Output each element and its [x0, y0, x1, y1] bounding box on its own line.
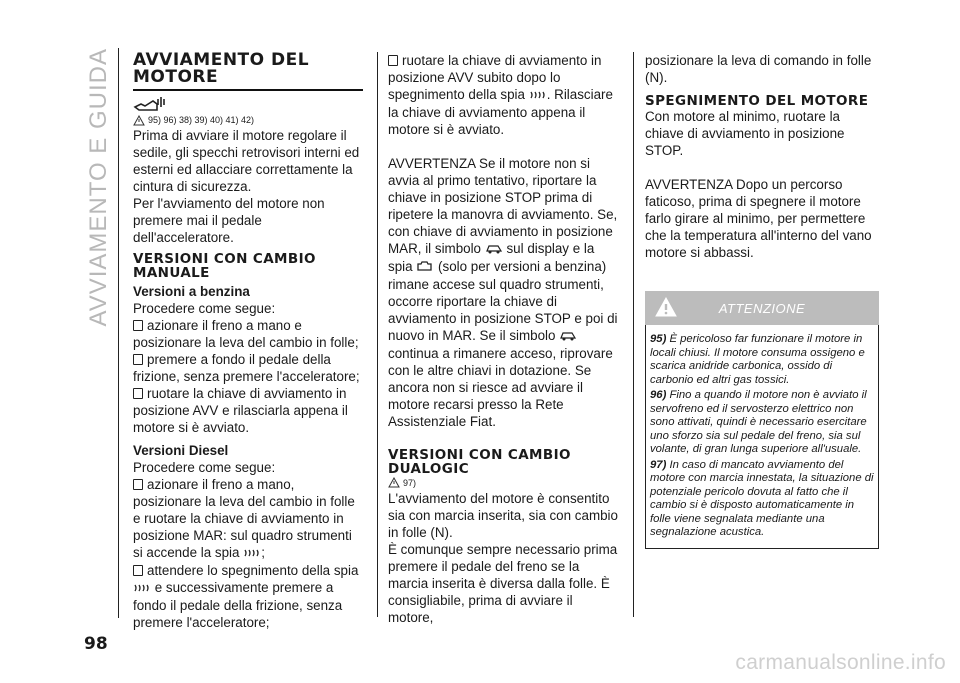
side-section-title: AVVIAMENTO E GUIDA	[85, 48, 112, 327]
warning-icon	[388, 477, 400, 488]
column-2	[388, 52, 618, 626]
list-item: 97) In caso di mancato avviamento del motore con marcia innestata, la situazione di potenziale pericolo dovuta al fatto che il cambio si è disposto automaticamente in folle viene segnalata mediante una segnalazione acustica.	[650, 458, 874, 538]
column-divider	[377, 52, 378, 617]
engine-icon	[416, 259, 434, 276]
dualogic-text-1: L'avviamento del motore è consentito sia con marcia inserita, sia con cambio in folle (N).	[388, 490, 618, 540]
warning-icon	[133, 115, 145, 126]
glow-plug-icon	[243, 545, 261, 562]
column-divider	[633, 52, 634, 617]
subsection-benzina: Versioni a benzina	[133, 284, 250, 299]
list-item: ruotare la chiave di avviamento in posizione AVV e rilasciarla appena il motore si è avviato.	[133, 385, 363, 436]
glow-plug-icon	[529, 87, 547, 104]
continued-text: posizionare la leva di comando in folle (N).	[645, 53, 872, 85]
subsection-diesel: Versioni Diesel	[133, 443, 229, 458]
list-item: premere a fondo il pedale della frizione, senza premere l'acceleratore;	[133, 351, 363, 385]
column-3	[645, 52, 879, 549]
stop-text-2: AVVERTENZA Dopo un percorso faticoso, prima di spegnere il motore farlo girare al minimo, per permettere che la temperatura all'interno del vano motore si abbassi.	[645, 177, 872, 260]
section-title-manual: VERSIONI CON CAMBIO MANUALE	[133, 251, 316, 281]
warning-icon	[655, 297, 677, 321]
list-item: ruotare la chiave di avviamento in posizione AVV subito dopo lo spegnimento della spia . Rilasciare la chiave di avviamento appena il motore si è avviato.	[388, 52, 618, 138]
diesel-lead: Procedere come segue:	[133, 460, 276, 475]
list-item: azionare il freno a mano e posizionare la leva del cambio in folle;	[133, 317, 363, 351]
section-title-avviamento: AVVIAMENTO DEL MOTORE	[133, 52, 363, 91]
car-key-icon	[485, 241, 503, 258]
side-rule	[118, 48, 119, 618]
page-number: 98	[84, 634, 108, 654]
section-title-dualogic: VERSIONI CON CAMBIO DUALOGIC	[388, 446, 571, 477]
list-item: 96) Fino a quando il motore non è avviato il servofreno ed il servosterzo elettrico non sono attivati, quindi è necessario esercitare uno sforzo sia sul pedale del freno, sia sul volante, di gran lunga superiore all'usuale.	[650, 389, 867, 455]
column-1	[133, 52, 363, 631]
note-references: 95) 96) 38) 39) 40) 41) 42)	[133, 114, 363, 126]
note-references: 97)	[388, 477, 618, 489]
stop-text-1: Con motore al minimo, ruotare la chiave di avviamento in posizione STOP.	[645, 109, 845, 158]
dualogic-text-2: È comunque sempre necessario prima premere il pedale del freno se la marcia inserita è diversa dalla folle. È consigliabile, prima di avviare il motore,	[388, 541, 618, 625]
intro-text-2: Per l'avviamento del motore non premere mai il pedale dell'acceleratore.	[133, 196, 325, 245]
intro-text: Prima di avviare il motore regolare il sedile, gli specchi retrovisori interni ed esterni ed allacciare correttamente la cintura di sicurezza.	[133, 128, 360, 194]
oil-can-icon	[133, 95, 363, 113]
warning-text: AVVERTENZA Se il motore non si avvia al primo tentativo, riportare la chiave in posizione STOP prima di ripetere la manovra di avviamento. Se, con chiave di avviamento in posizione MAR, il simbolo sul display e la spia (solo per versioni a benzina) rimane accese sul quadro strumenti, occorre riportare la chiave di avviamento in posizione STOP e poi di nuovo in MAR. Se il simbolo continua a rimanere acceso, riprovare con le altre chiavi in dotazione. Se ancora non si riesce ad avviare il motore recarsi presso la Rete Assistenziale Fiat.	[388, 155, 618, 429]
glow-plug-icon	[133, 580, 151, 597]
attention-notes	[645, 325, 879, 549]
attention-title: ATTENZIONE	[718, 300, 806, 316]
benzina-lead: Procedere come segue:	[133, 301, 276, 316]
watermark: carmanualsonline.info	[735, 651, 946, 674]
attention-header	[645, 291, 879, 325]
list-item: 95) È pericoloso far funzionare il motore in locali chiusi. Il motore consuma ossigeno e scarica anidride carbonica, ossido di carbonio ed altri gas tossici.	[650, 333, 865, 386]
section-title-spegnimento: SPEGNIMENTO DEL MOTORE	[645, 93, 869, 109]
car-key-icon	[559, 328, 577, 345]
list-item: attendere lo spegnimento della spia e successivamente premere a fondo il pedale della frizione, senza premere l'acceleratore;	[133, 562, 363, 631]
list-item: azionare il freno a mano, posizionare la leva del cambio in folle e ruotare la chiave di avviamento in posizione MAR: sul quadro strumenti si accende la spia ;	[133, 476, 363, 562]
